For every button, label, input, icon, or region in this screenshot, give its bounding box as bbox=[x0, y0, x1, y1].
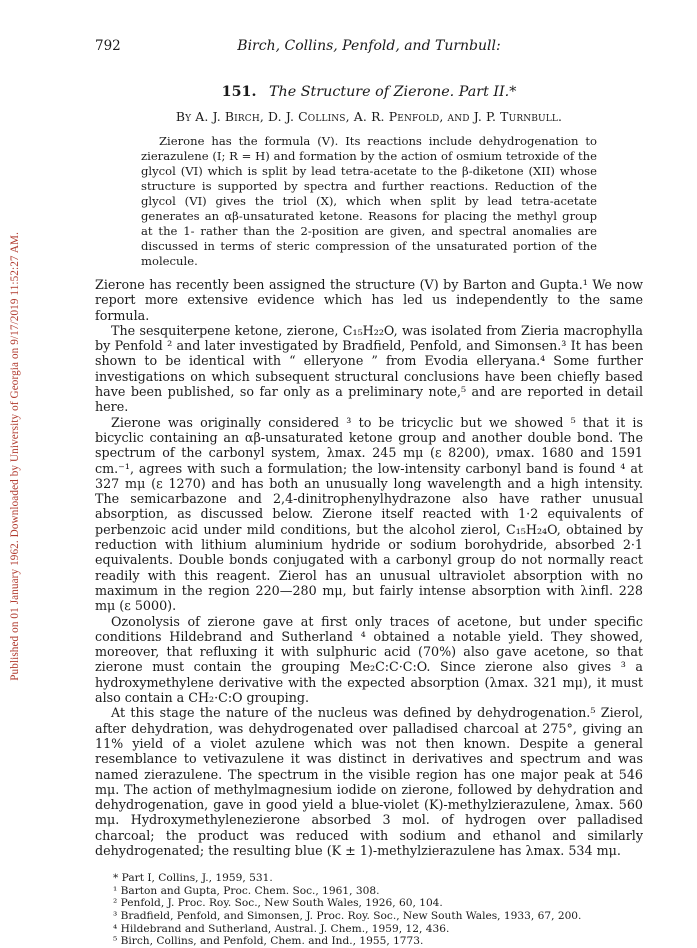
author-line: By A. J. Birch, D. J. Collins, A. R. Penfold, and J. P. Turnbull. bbox=[175, 109, 563, 124]
abstract: Zierone has the formula (V). Its reactions include dehydrogenation to zierazulene (I; R = H) and formation by the action of osmium tetroxide of the glycol (VI) which is split by lead tetra-acetate to the β-diketone (XII) whose structure is supported by spectra and further reactions. Reduction of the glycol (VI) gives the triol (X), which when split by lead tetra-acetate generates an αβ-unsaturated ketone. Reasons for placing the methyl group at the 1- rather than the 2-position are given, and spectral anomalies are discussed in terms of steric compression of the unsaturated portion of the molecule. bbox=[141, 134, 597, 268]
article-title-text: The Structure of Zierone. Part II.* bbox=[269, 84, 517, 100]
article-number: 151. bbox=[221, 84, 257, 100]
running-title: Birch, Collins, Penfold, and Turnbull: bbox=[237, 38, 501, 54]
footnote: ⁵ Birch, Collins, and Penfold, Chem. and Ind., 1955, 1773. bbox=[113, 935, 424, 948]
footnote: ³ Bradfield, Penfold, and Simonsen, J. Proc. Roy. Soc., New South Wales, 1933, 67, 200. bbox=[113, 910, 582, 923]
watermark-text: Published on 01 January 1962. Downloaded by University of Georgia on 9/17/2019 11:52:27 AM. bbox=[9, 232, 21, 681]
article-body bbox=[95, 277, 643, 858]
paragraph: At this stage the nature of the nucleus was defined by dehydrogenation.⁵ Zierol, after dehydration, was dehydrogenated over palladised charcoal at 275°, giving an 11% yield of a violet azulene which was not then known. Despite a general resemblance to vetivazulene it was distinct in derivatives and spectrum and was named zierazulene. The spectrum in the visible region has one major peak at 546 mμ. The action of methylmagnesium iodide on zierone, followed by dehydration and dehydrogenation, gave in good yield a blue-violet (K)-methylzierazulene, λmax. 560 mμ. Hydroxymethylenezierone absorbed 3 mol. of hydrogen over palladised charcoal; the product was reduced with sodium and ethanol and similarly dehydrogenated; the resulting blue (K ± 1)-methylzierazulene has λmax. 534 mμ. bbox=[95, 705, 643, 858]
footnote: ¹ Barton and Gupta, Proc. Chem. Soc., 1961, 308. bbox=[113, 884, 380, 897]
article-title bbox=[95, 84, 643, 100]
footnote: * Part I, Collins, J., 1959, 531. bbox=[113, 872, 273, 885]
paragraph: Ozonolysis of zierone gave at first only traces of acetone, but under specific conditions Hildebrand and Sutherland ⁴ obtained a notable yield. They showed, moreover, that refluxing it with sulphuric acid (70%) also gave acetone, so that zierone must contain the grouping Me₂C:C·C:O. Since zierone also gives ³ a hydroxymethylene derivative with the expected absorption (λmax. 321 mμ), it must also contain a CH₂·C:O grouping. bbox=[95, 613, 643, 706]
footnotes bbox=[95, 872, 643, 948]
page-header bbox=[95, 38, 643, 58]
journal-page bbox=[95, 38, 643, 948]
paragraph: Zierone has recently been assigned the structure (V) by Barton and Gupta.¹ We now report more extensive evidence which has led us independently to the same formula. bbox=[95, 277, 643, 323]
download-watermark bbox=[0, 0, 30, 913]
paragraph: Zierone was originally considered ³ to be tricyclic but we showed ⁵ that it is bicyclic containing an αβ-unsaturated ketone group and another double bond. The spectrum of the carbonyl system, λmax. 245 mμ (ε 8200), νmax. 1680 and 1591 cm.⁻¹, agrees with such a formulation; the low-intensity carbonyl band is found ⁴ at 327 mμ (ε 1270) and has both an unusually long wavelength and a high intensity. The semicarbazone and 2,4-dinitrophenylhydrazone also have rather unusual absorption, as discussed below. Zierone itself reacted with 1·2 equivalents of perbenzoic acid under mild conditions, but the alcohol zierol, C₁₅H₂₄O, obtained by reduction with lithium aluminium hydride or sodium borohydride, absorbed 2·1 equivalents. Double bonds conjugated with a carbonyl group do not normally react readily with this reagent. Zierol has an unusual ultraviolet absorption with no maximum in the region 220—280 mμ, but fairly intense absorption with λinfl. 228 mμ (ε 5000). bbox=[95, 414, 643, 614]
paragraph: The sesquiterpene ketone, zierone, C₁₅H₂₂O, was isolated from Zieria macrophylla by Penfold ² and later investigated by Bradfield, Penfold, and Simonsen.³ It has been shown to be identical with “ elleryone ” from Evodia elleryana.⁴ Some further investigations on which subsequent structural conclusions have been chiefly based have been published, so far only as a preliminary note,⁵ and are reported in detail here. bbox=[95, 322, 643, 415]
page-number: 792 bbox=[95, 38, 121, 54]
footnote: ² Penfold, J. Proc. Roy. Soc., New South Wales, 1926, 60, 104. bbox=[113, 897, 443, 910]
footnote: ⁴ Hildebrand and Sutherland, Austral. J. Chem., 1959, 12, 436. bbox=[113, 922, 450, 935]
